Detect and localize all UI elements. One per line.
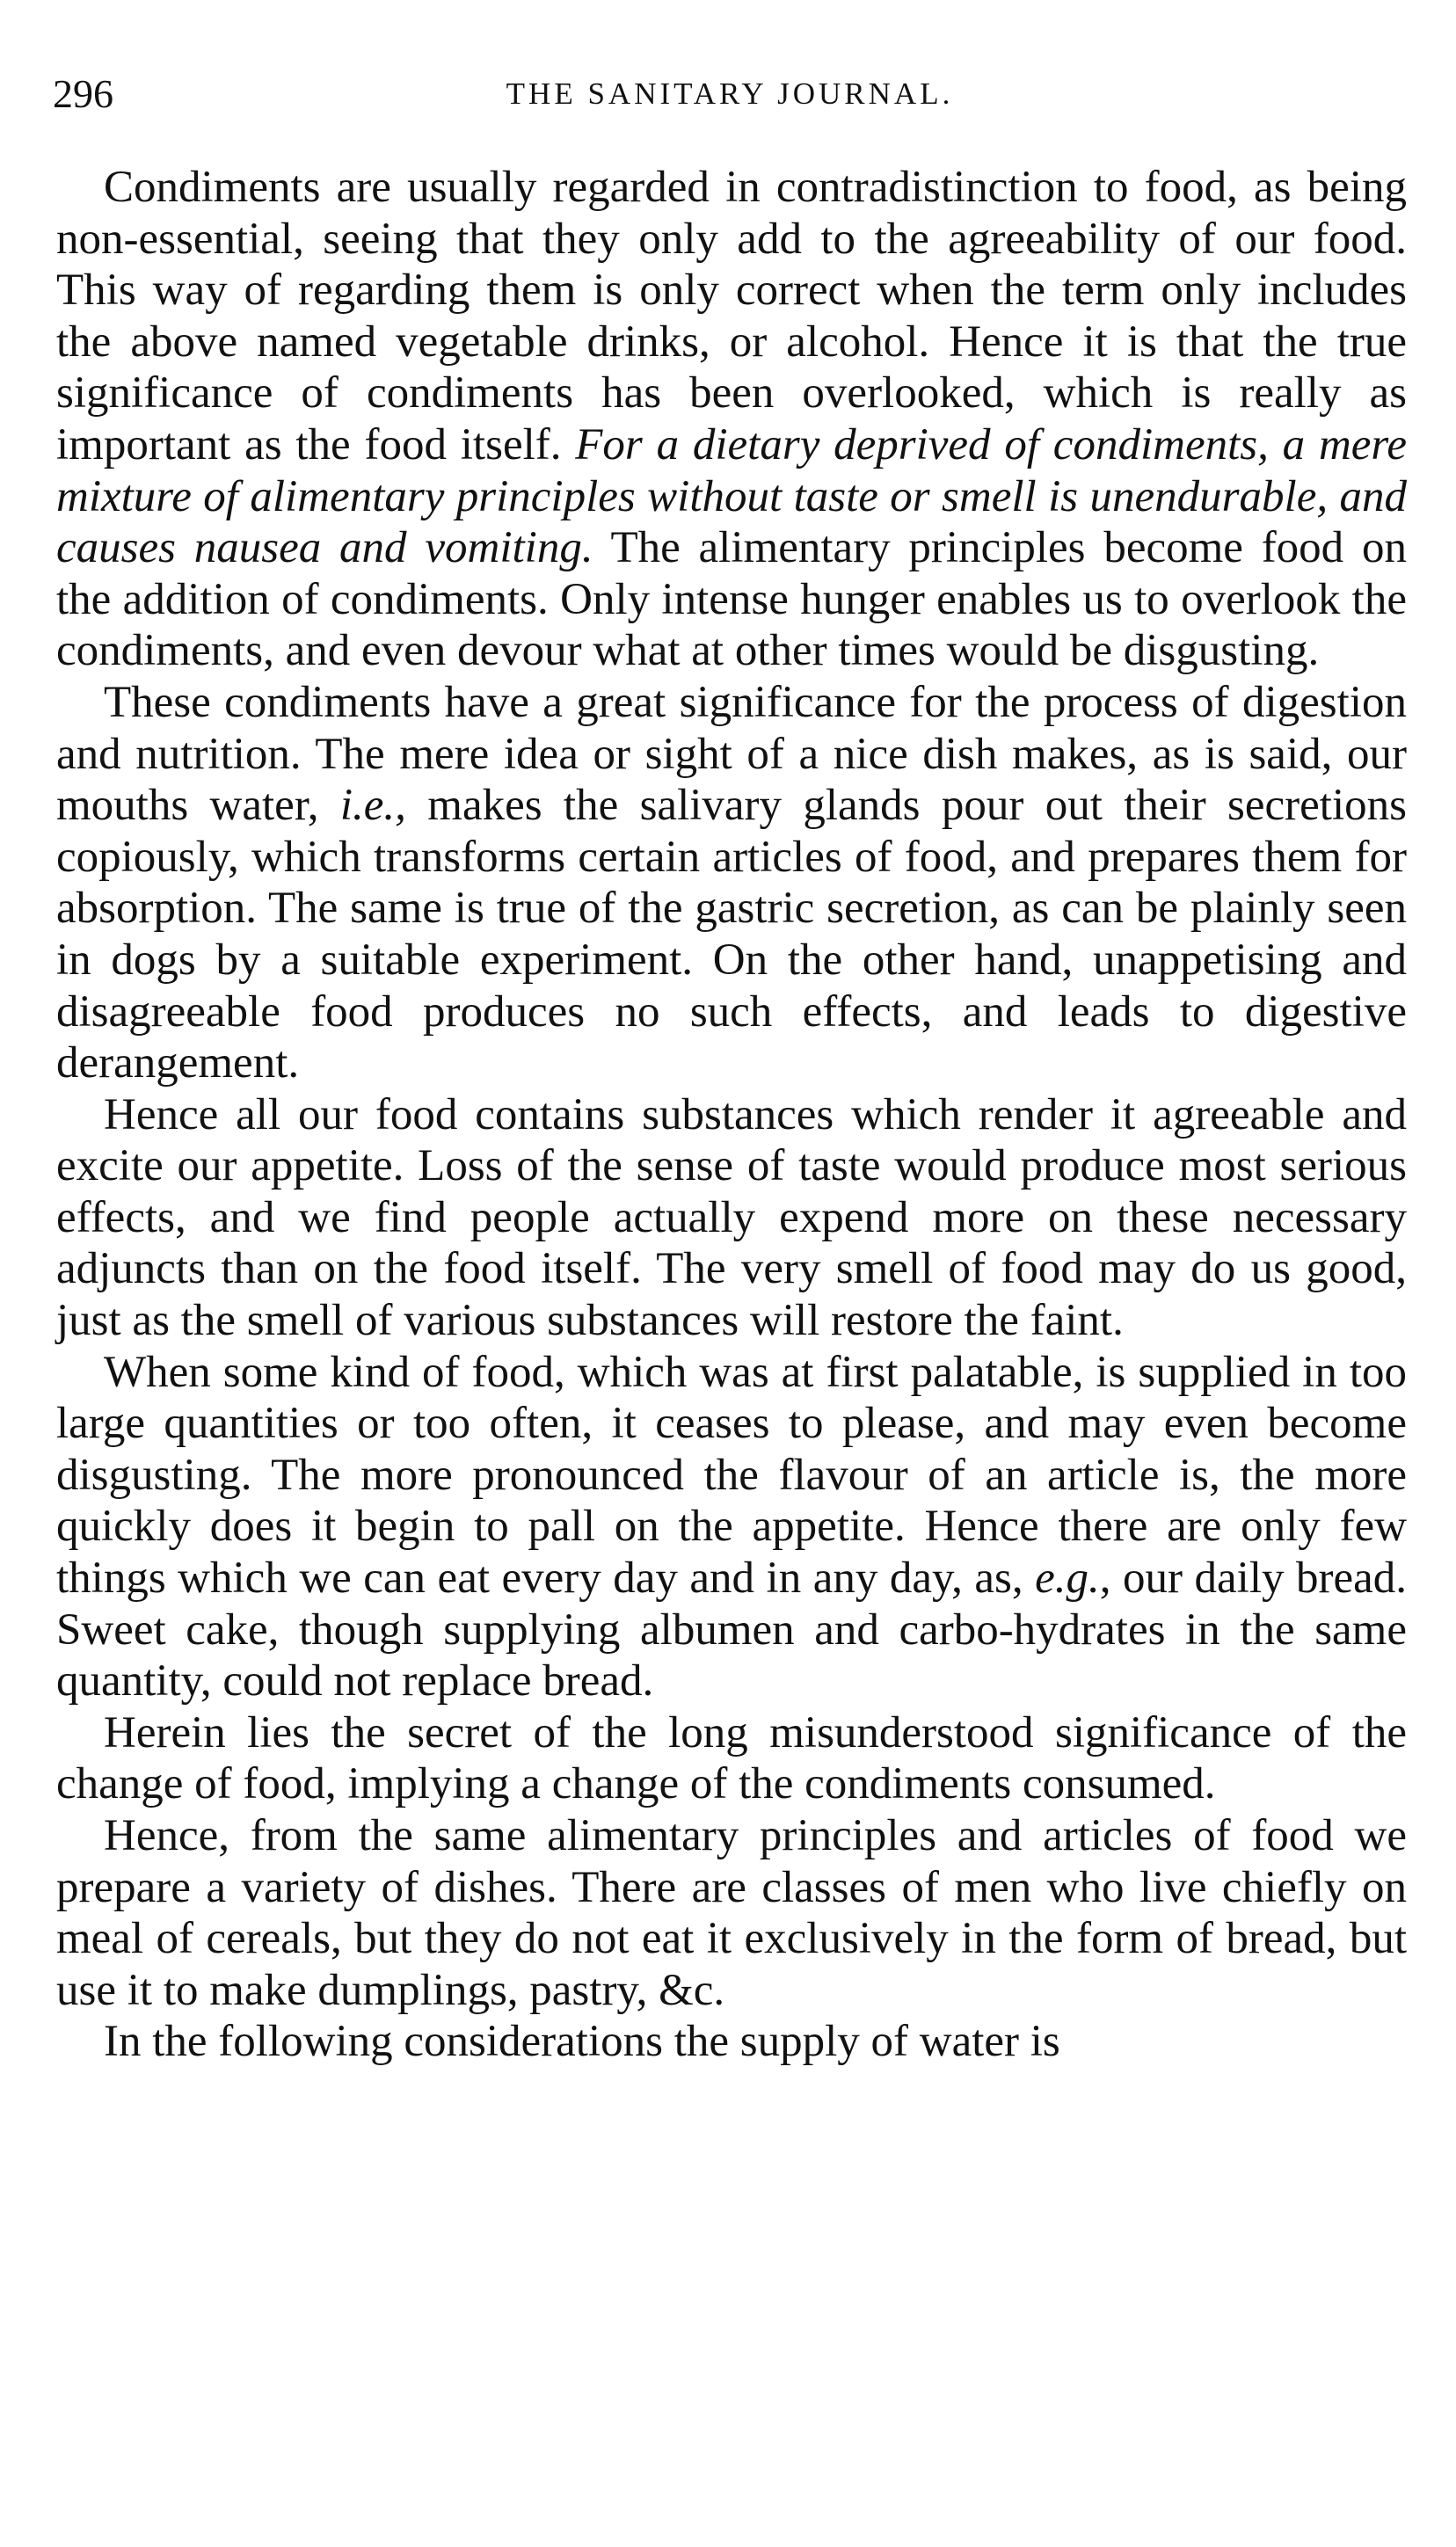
text-run: makes the salivary glands pour out their secretions copiously, which transforms certain articles of food, and prepares them for absorption. The same is true of the gastric secretion, as can be plainly seen in dogs by a suitable experiment. On the other hand, unappetising and disagreeable food produces no such effects, and leads to digestive derangement. [56,781,1407,1088]
paragraph [56,2016,1407,2068]
text-run: These condiments have a great significance for the process of digestion and nutrition. The mere idea or sight of a nice dish makes, as is said, our mouths water, [56,677,1407,831]
paragraph [56,1347,1407,1707]
running-head: THE SANITARY JOURNAL. [506,76,954,111]
text-run: , our daily bread. Sweet cake, though supplying albumen and carbo-hydrates in the same quantity, could not replace bread. [56,1554,1407,1706]
italic-text-run: For a dietary deprived of condiments, a mere mixture of alimentary principles without taste or smell is unendurable, and causes nausea and vomiting. [56,419,1408,573]
paragraph [56,1707,1407,1810]
text-run: When some kind of food, which was at first palatable, is supplied in too large quantities or too often, it ceases to please, and may even become disgusting. The more pronounced the flavour of an article is, the more quickly does it begin to pall on the appetite. Hence there are only few things which we can eat every day and in any day, as, [56,1347,1407,1604]
text-run: Condiments are usually regarded in contradistinction to food, as being non-essential, seeing that they only add to the agreeability of our food. This way of regarding them is only correct when the term only includes the above named vegetable drinks, or alcohol. Hence it is that the true significance of condiments has been overlooked, which is really as important as the food itself. [56,163,1407,469]
paragraph [56,162,1407,677]
text-run: In the following considerations the supply of water is [104,2017,1060,2067]
text-run: Herein lies the secret of the long misunderstood significance of the change of food, implying a change of the condiments consumed. [56,1707,1407,1809]
text-run: Hence all our food contains substances which render it agreeable and excite our appetite. Loss of the sense of taste would produce most serious effects, and we find people actually expend more on these necessary adjuncts than on the food itself. The very smell of food may do us good, just as the smell of various substances will restore the faint. [56,1089,1407,1346]
text-run: Hence, from the same alimentary principles and articles of food we prepare a variety of dishes. There are classes of men who live chiefly on meal of cereals, but they do not eat it exclusively in the form of bread, but use it to make dumplings, pastry, &c. [56,1811,1407,2015]
page-number: 296 [53,71,113,116]
text-run: The alimentary principles become food on the addition of condiments. Only intense hunger enables us to overlook the condiments, and even devour what at other times would be disgusting. [56,523,1407,676]
article-body [56,162,1407,2068]
paragraph [56,1089,1407,1347]
italic-text-run: i.e., [339,781,406,831]
italic-text-run: e.g. [1035,1554,1100,1604]
paragraph [56,677,1407,1089]
paragraph [56,1810,1407,2016]
page-header [53,63,1407,125]
